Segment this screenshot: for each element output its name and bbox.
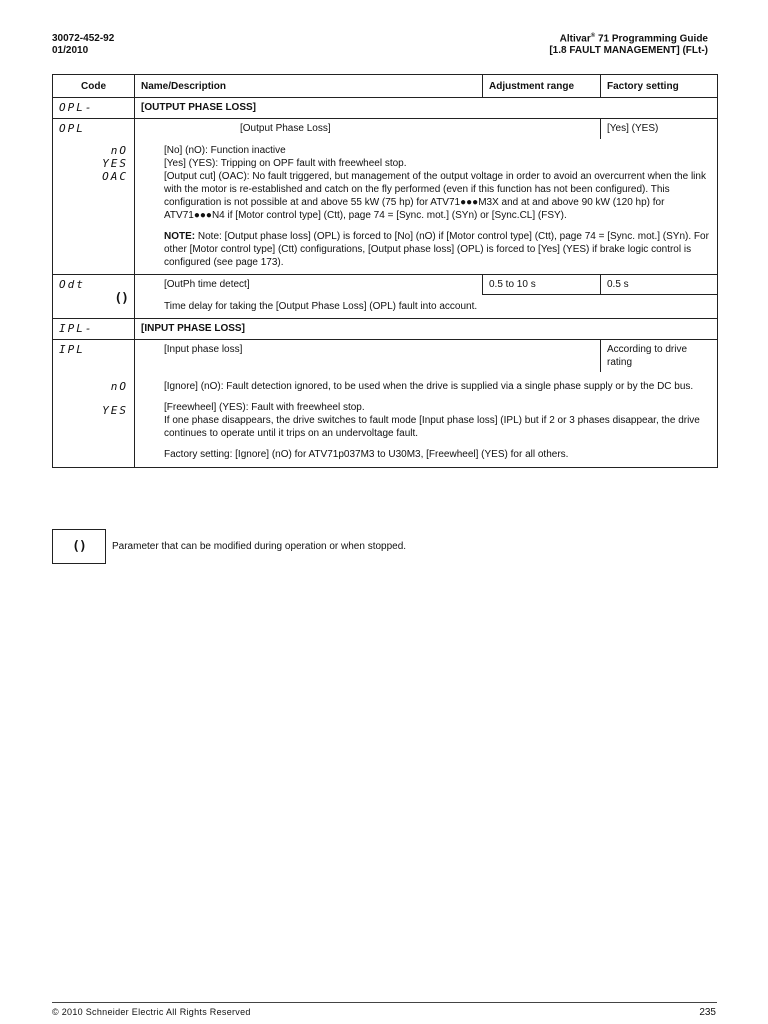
col-name: Name/Description (135, 75, 483, 98)
footer-copyright: © 2010 Schneider Electric All Rights Reserved (52, 1007, 251, 1017)
opl-name: [Output Phase Loss] (135, 119, 601, 140)
ipl-section-code: IPL- (53, 319, 135, 340)
odt-code: Odt () (53, 275, 135, 319)
footer-divider (52, 1002, 717, 1003)
ipl-options-desc: [Ignore] (nO): Fault detection ignored, to be used when the drive is supplied via a single phase supply or by the DC bus. [Freewheel] (YES): Fault with freewheel stop. If one phase disappears, the drive switches to fault mode [Input phase loss] (IPL) but if 2 or 3 phases disappear, the drive continues to operate until it trips on an undervoltage fault. Factory setting: [Ignore] (nO) for ATV71p037M3 to U30M3, [Freewheel] (YES) for all others. (135, 372, 718, 468)
guide-title: Altivar® 71 Programming Guide (559, 33, 708, 45)
opl-code: OPL (53, 119, 135, 140)
header-left (52, 33, 114, 57)
opl-option-codes: nO YES OAC (53, 139, 135, 275)
ipl-factory: According to drive rating (601, 340, 718, 373)
odt-range: 0.5 to 10 s (483, 275, 601, 295)
odt-desc: Time delay for taking the [Output Phase Loss] (OPL) fault into account. (135, 295, 718, 319)
opl-section-code: OPL- (53, 98, 135, 119)
legend-text: Parameter that can be modified during operation or when stopped. (112, 541, 407, 552)
col-code: Code (53, 75, 135, 98)
section-row-opl (53, 98, 718, 119)
page-number: 235 (699, 1007, 716, 1018)
odt-desc-row (53, 295, 718, 319)
table-header-row (53, 75, 718, 98)
ipl-options-row (53, 372, 718, 468)
ipl-name: [Input phase loss] (135, 340, 601, 373)
opl-note: NOTE: Note: [Output phase loss] (OPL) is forced to [No] (nO) if [Motor control type] (Ctt), page 74 = [Sync. mot.] (SYn). For other [Motor control type] (Ctt) configurations, [Output phase loss] (OPL) is forced to [Yes] (YES) if brake logic control is configured (see page 173). (164, 231, 709, 268)
doc-number: 30072-452-92 (52, 33, 115, 44)
odt-row (53, 275, 718, 295)
opl-row (53, 119, 718, 140)
ipl-option-codes: nO YES (53, 372, 135, 468)
col-range: Adjustment range (483, 75, 601, 98)
opl-factory: [Yes] (YES) (601, 119, 718, 140)
modifiable-parameter-icon: () (72, 539, 86, 554)
section-title: [1.8 FAULT MANAGEMENT] (FLt-) (549, 45, 708, 57)
parameter-table (52, 74, 718, 468)
header-right (549, 30, 708, 57)
section-row-ipl (53, 319, 718, 340)
odt-name: [OutPh time detect] (135, 275, 483, 295)
ipl-section-title: [INPUT PHASE LOSS] (135, 319, 718, 340)
ipl-code: IPL (53, 340, 135, 373)
odt-factory: 0.5 s (601, 275, 718, 295)
opl-options-desc: [No] (nO): Function inactive [Yes] (YES): Tripping on OPF fault with freewheel stop. [Output cut] (OAC): No fault triggered, but management of the output voltage in order to avoid an overcurrent when the link with the motor is re-established and catch on the fly performed (even if this function has not been configured). This configuration is not possible at and above 55 kW (75 hp) for ATV71●●●M3X and at and above 90 kW (120 hp) for ATV71●●●N4 if [Motor control type] (Ctt), page 74 = [Sync. mot.] (SYn) or [Sync.CL] (FSY). NOTE: Note: [Output phase loss] (OPL) is forced to [No] (nO) if [Motor control type] (Ctt), page 74 = [Sync. mot.] (SYn). For other [Motor control type] (Ctt) configurations, [Output phase loss] (OPL) is forced to [Yes] (YES) if brake logic control is configured (see page 173). (135, 139, 718, 275)
ipl-row (53, 340, 718, 373)
modifiable-icon: () (114, 291, 128, 306)
doc-date: 01/2010 (52, 45, 89, 56)
opl-options-row (53, 139, 718, 275)
legend-icon-box (52, 529, 106, 564)
opl-section-title: [OUTPUT PHASE LOSS] (135, 98, 718, 119)
col-factory: Factory setting (601, 75, 718, 98)
